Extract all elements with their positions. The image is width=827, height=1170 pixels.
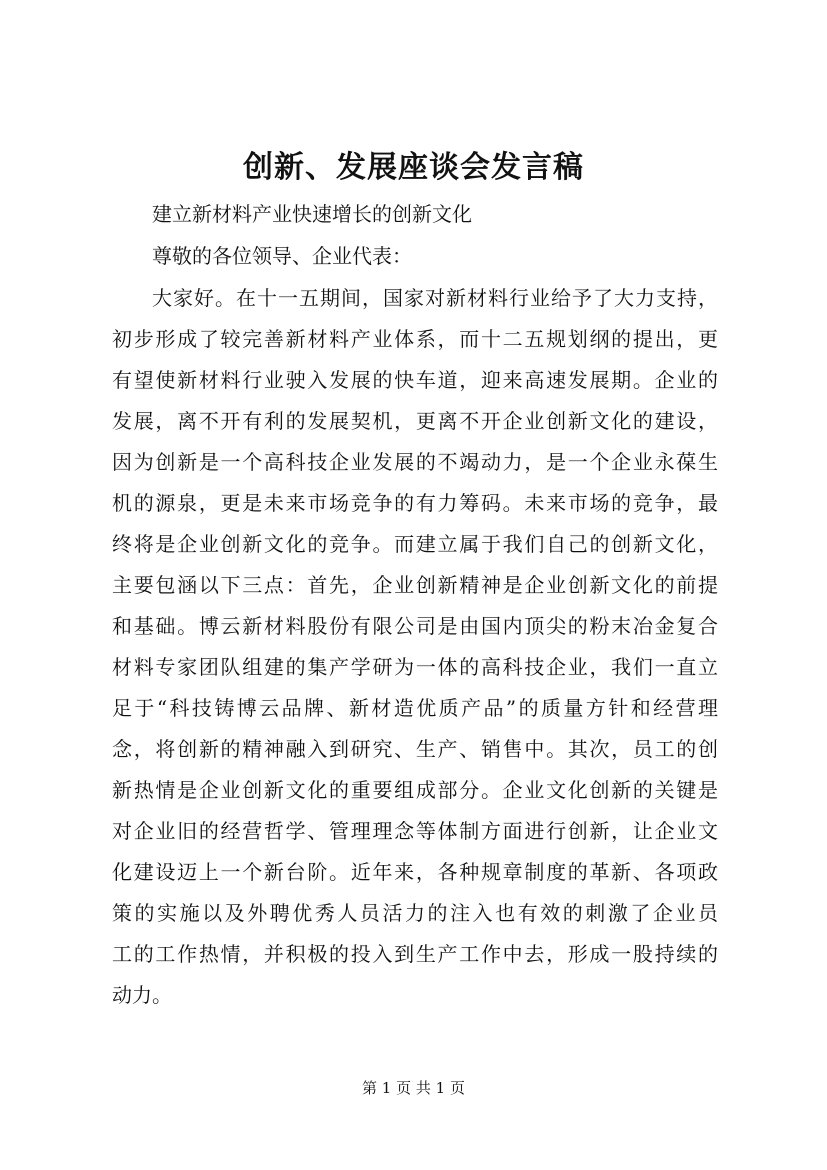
body-line: 足于“科技铸博云品牌、新材造优质产品”的质量方针和经营理 xyxy=(112,696,718,720)
body-line: 大家好。在十一五期间，国家对新材料行业给予了大力支持， xyxy=(152,286,718,310)
body-line: 工的工作热情，并积极的投入到生产工作中去，形成一股持续的 xyxy=(112,942,718,966)
body-line: 终将是企业创新文化的竞争。而建立属于我们自己的创新文化， xyxy=(112,532,718,556)
body-line: 念，将创新的精神融入到研究、生产、销售中。其次，员工的创 xyxy=(112,737,718,761)
body-line: 主要包涵以下三点：首先，企业创新精神是企业创新文化的前提 xyxy=(112,573,718,597)
body-line: 因为创新是一个高科技企业发展的不竭动力，是一个企业永葆生 xyxy=(112,450,718,474)
body-line: 材料专家团队组建的集产学研为一体的高科技企业，我们一直立 xyxy=(112,655,718,679)
body-line: 和基础。博云新材料股份有限公司是由国内顶尖的粉末冶金复合 xyxy=(112,614,718,638)
page-footer: 第 1 页 共 1 页 xyxy=(362,1079,465,1097)
body-line: 有望使新材料行业驶入发展的快车道，迎来高速发展期。企业的 xyxy=(112,368,718,392)
document-subtitle: 建立新材料产业快速增长的创新文化 xyxy=(152,202,472,226)
body-line: 对企业旧的经营哲学、管理理念等体制方面进行创新，让企业文 xyxy=(112,819,718,843)
body-line: 初步形成了较完善新材料产业体系，而十二五规划纲的提出，更 xyxy=(112,327,718,351)
document-title: 创新、发展座谈会发言稿 xyxy=(243,150,584,185)
body-line: 动力。 xyxy=(112,983,172,1007)
body-line: 发展，离不开有利的发展契机，更离不开企业创新文化的建设， xyxy=(112,409,718,433)
salutation: 尊敬的各位领导、企业代表： xyxy=(152,244,412,268)
body-line: 机的源泉，更是未来市场竞争的有力筹码。未来市场的竞争，最 xyxy=(112,491,718,515)
body-line: 新热情是企业创新文化的重要组成部分。企业文化创新的关键是 xyxy=(112,778,718,802)
body-line: 化建设迈上一个新台阶。近年来，各种规章制度的革新、各项政 xyxy=(112,860,718,884)
body-line: 策的实施以及外聘优秀人员活力的注入也有效的刺激了企业员 xyxy=(112,901,718,925)
